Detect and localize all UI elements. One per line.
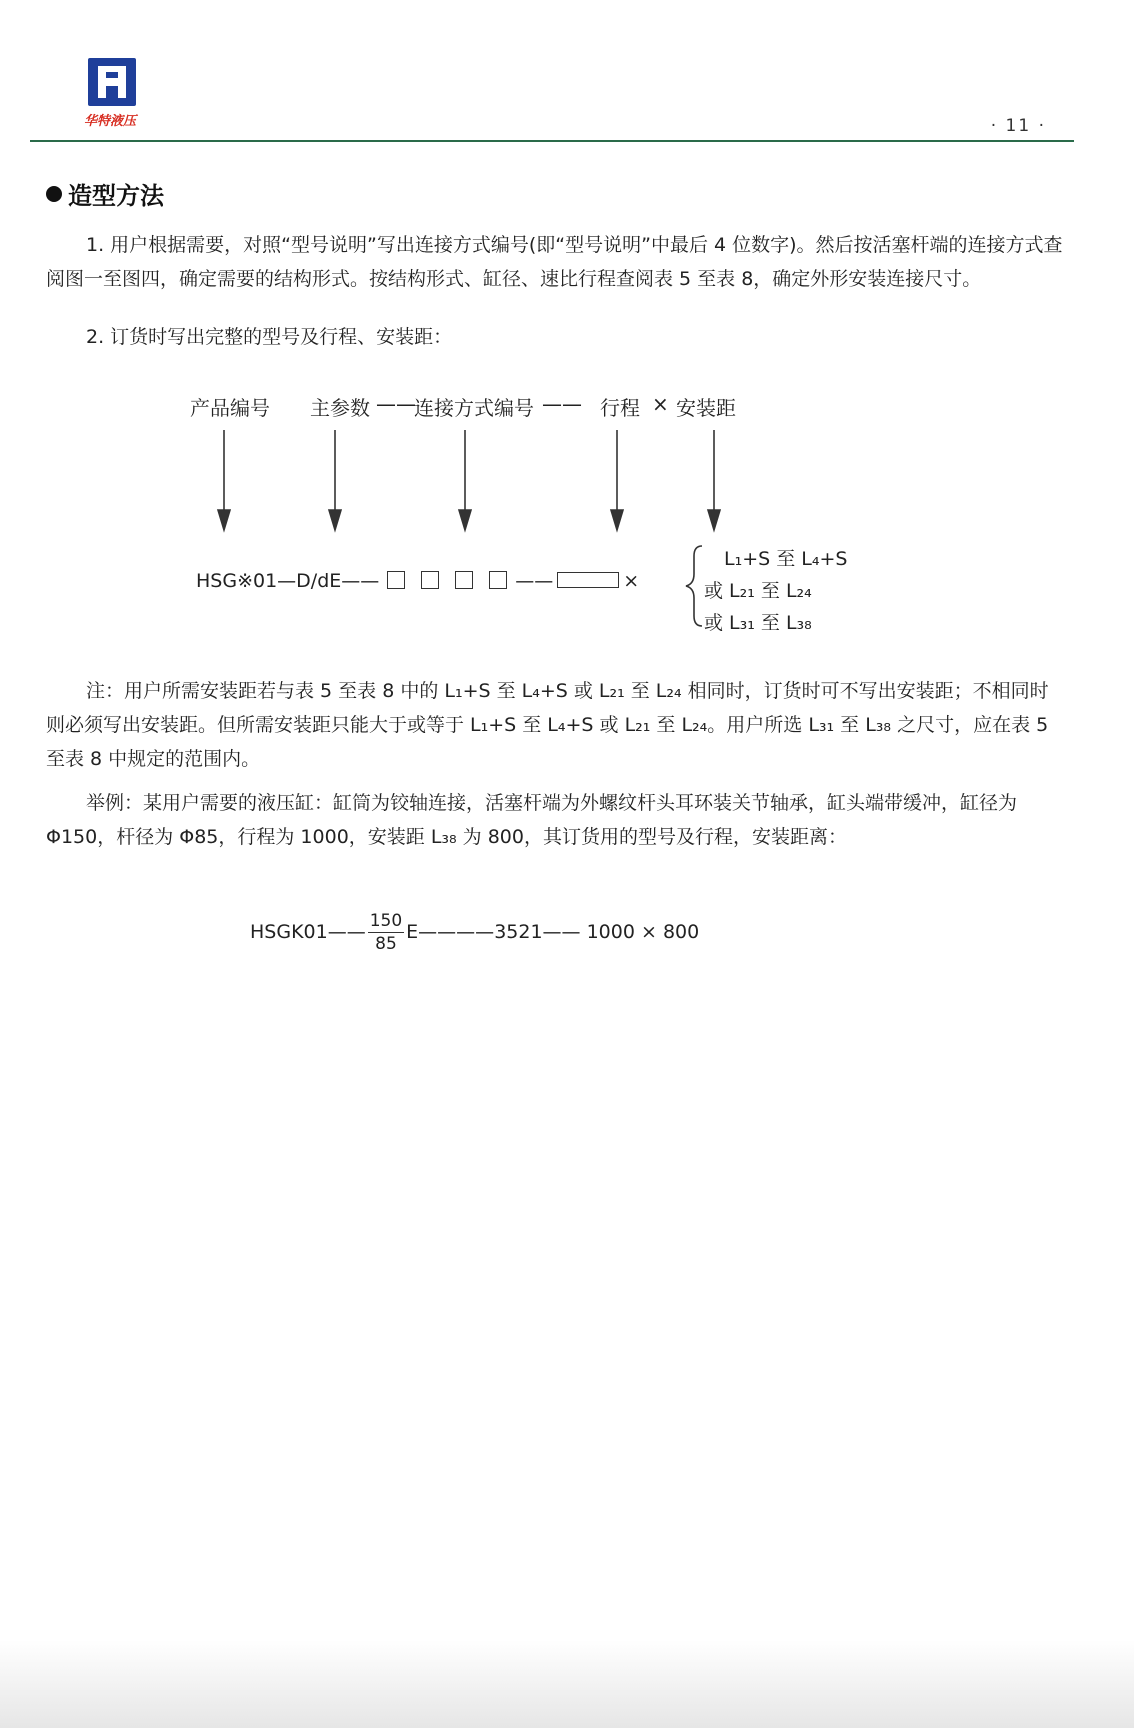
model-prefix: HSG※01—D/dE—— (196, 570, 380, 592)
code-box-4 (489, 571, 507, 589)
label-main-param: 主参数 (310, 396, 370, 420)
example-stroke-mount: 1000 × 800 (586, 921, 700, 943)
label-connector-dash: —— (376, 392, 416, 416)
label-times: × (652, 392, 669, 416)
arrow-stroke (611, 430, 623, 530)
example-connection: 3521 (494, 921, 543, 943)
arrow-mount-distance (708, 430, 720, 530)
fraction-numerator: 150 (369, 911, 403, 931)
arrow-connection-code (459, 430, 471, 530)
note-paragraph: 注：用户所需安装距若与表 5 至表 8 中的 L₁+S 至 L₄+S 或 L₂₁ 至 L₂₄ 相同时，订货时可不写出安装距；不相同时则必须写出安装距。但所需安装距只能大于或等于 L₁+S 至 L₄+S 或 L₂₁ 至 L₂₄。用户所选 L₃₁ 至 L₃₈ 之尺寸，应在表 5 至表 8 中规定的范围内。 (46, 680, 1049, 770)
paragraph-1: 1. 用户根据需要，对照“型号说明”写出连接方式编号(即“型号说明”中最后 4 位数字)。然后按活塞杆端的连接方式查阅图一至图四，确定需要的结构形式。按结构形式、缸径、速比行程查阅表 5 至表 8，确定外形安装连接尺寸。 (46, 234, 1063, 290)
arrow-main-param (329, 430, 341, 530)
page-number: · 11 · (990, 116, 1046, 136)
example-model-code (250, 910, 699, 955)
stroke-box (557, 572, 619, 588)
label-stroke: 行程 (600, 396, 640, 420)
model-code-line (196, 570, 639, 592)
label-connection-code: 连接方式编号 (414, 396, 534, 420)
option-line-1: L₁+S 至 L₄+S (724, 548, 848, 570)
label-connector-dash-2: —— (542, 392, 582, 416)
code-box-1 (387, 571, 405, 589)
bore-rod-fraction (368, 910, 404, 955)
arrow-product-code (218, 430, 230, 530)
paragraph-2: 2. 订货时写出完整的型号及行程、安装距： (86, 326, 453, 348)
option-line-3: 或 L₃₁ 至 L₃₈ (704, 612, 812, 634)
brace-icon (686, 546, 702, 626)
model-times: × (623, 570, 640, 592)
label-product-code: 产品编号 (190, 396, 270, 420)
code-box-2 (421, 571, 439, 589)
label-mount-distance: 安装距 (676, 396, 736, 420)
model-dash: —— (515, 570, 554, 592)
logo-text: 华特液压 (84, 114, 137, 129)
example-e: E———— (406, 921, 495, 943)
section-title: 造型方法 (68, 182, 164, 210)
example-dash: —— (542, 921, 581, 943)
example-paragraph: 举例：某用户需要的液压缸：缸筒为铰轴连接，活塞杆端为外螺纹杆头耳环装关节轴承，缸头端带缓冲，缸径为 Φ150，杆径为 Φ85，行程为 1000，安装距 L₃₈ 为 800，其订货用的型号及行程，安装距离： (46, 792, 1018, 848)
fraction-denominator: 85 (375, 934, 397, 954)
code-box-3 (455, 571, 473, 589)
example-prefix: HSGK01—— (250, 921, 366, 943)
scan-shadow (0, 1640, 1134, 1728)
option-line-2: 或 L₂₁ 至 L₂₄ (704, 580, 812, 602)
